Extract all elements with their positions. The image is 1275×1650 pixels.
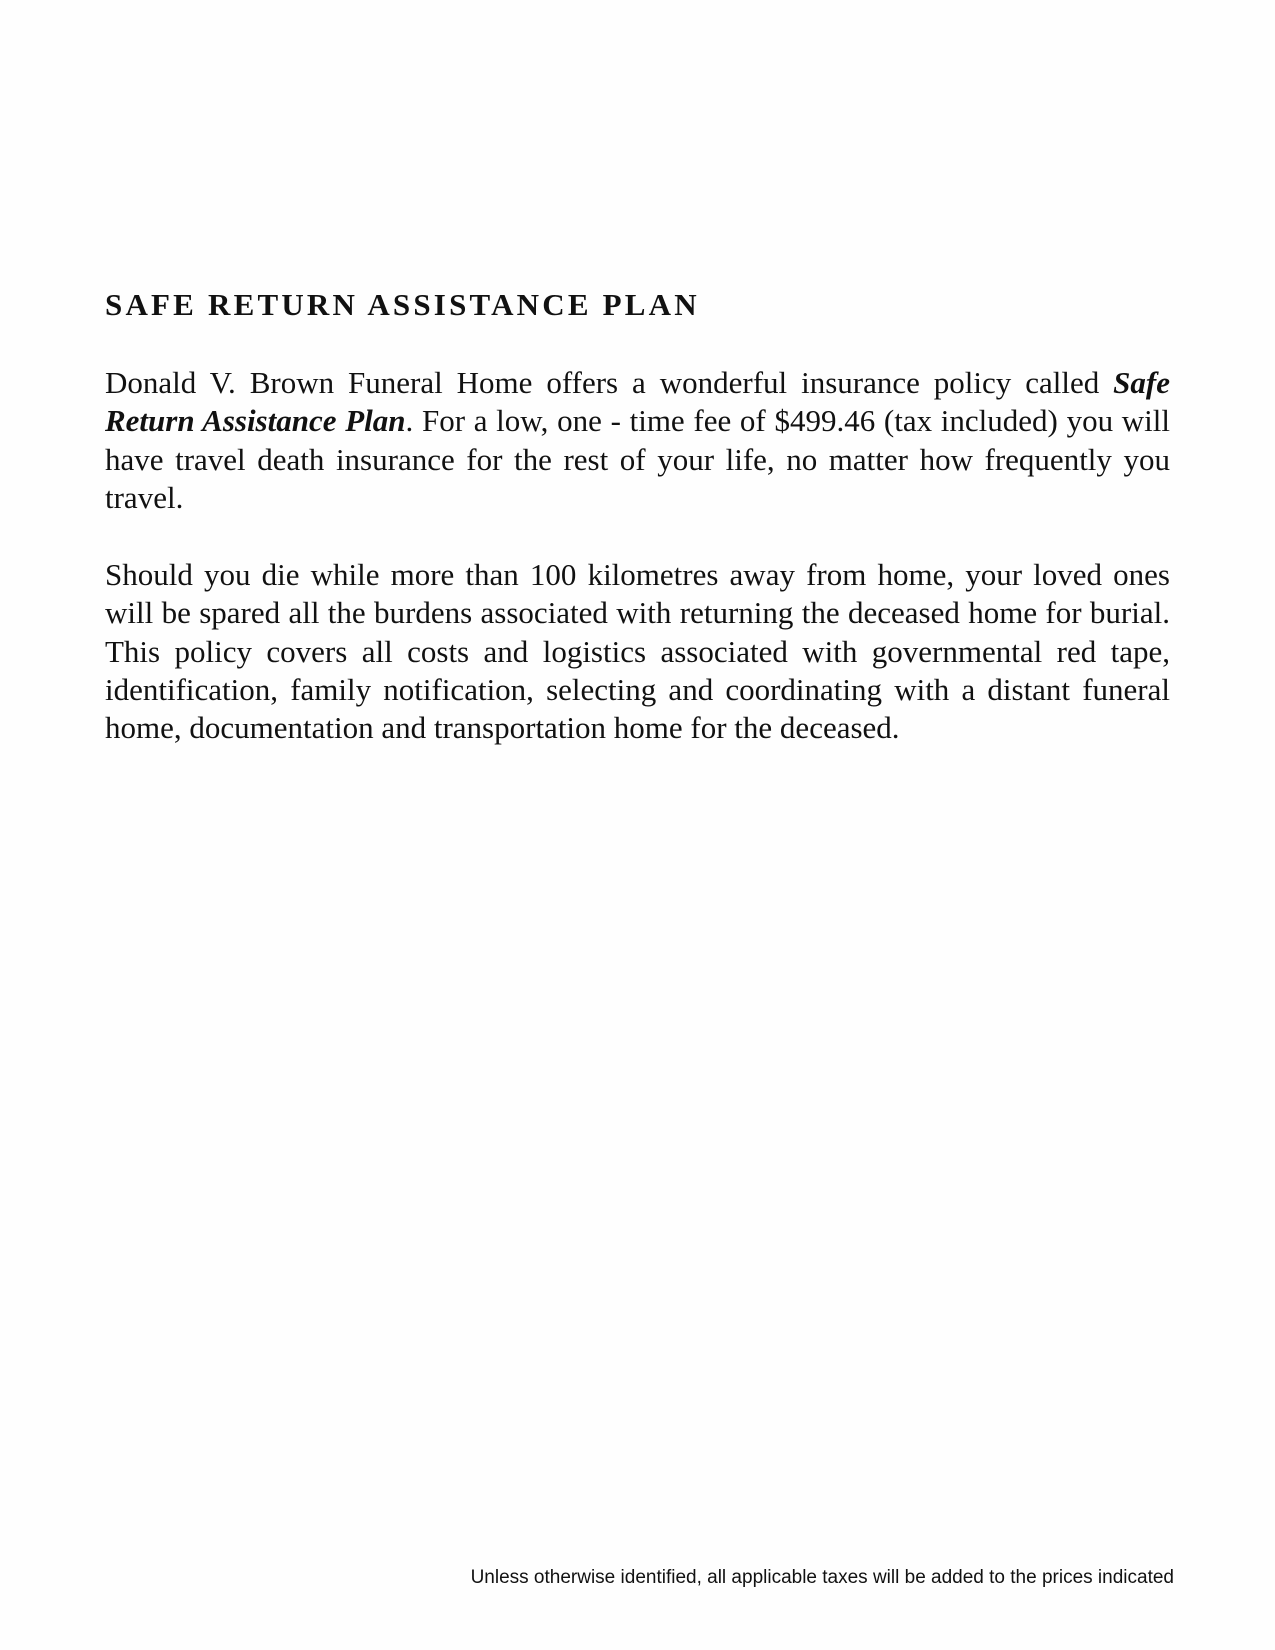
plan-name: Safe Return Assistance Plan xyxy=(105,365,1170,439)
intro-text-end: . For a low, one - time fee of $499.46 (tax included) you will have travel death insurance for the rest of your life, no matter how frequently you travel. xyxy=(105,403,1170,515)
intro-text-start: Donald V. Brown Funeral Home offers a wonderful insurance policy called xyxy=(105,365,1114,400)
page-title: SAFE RETURN ASSISTANCE PLAN xyxy=(105,287,700,322)
tax-footnote: Unless otherwise identified, all applicable taxes will be added to the prices indicated xyxy=(470,1567,1174,1588)
coverage-paragraph: Should you die while more than 100 kilometres away from home, your loved ones will be spared all the burdens associated with returning the deceased home for burial. This policy covers all costs and logistics associated with governmental red tape, identification, family notification, selecting and coordinating with a distant funeral home, documentation and transportation home for the deceased. xyxy=(105,557,1170,746)
intro-paragraph xyxy=(105,364,1170,517)
